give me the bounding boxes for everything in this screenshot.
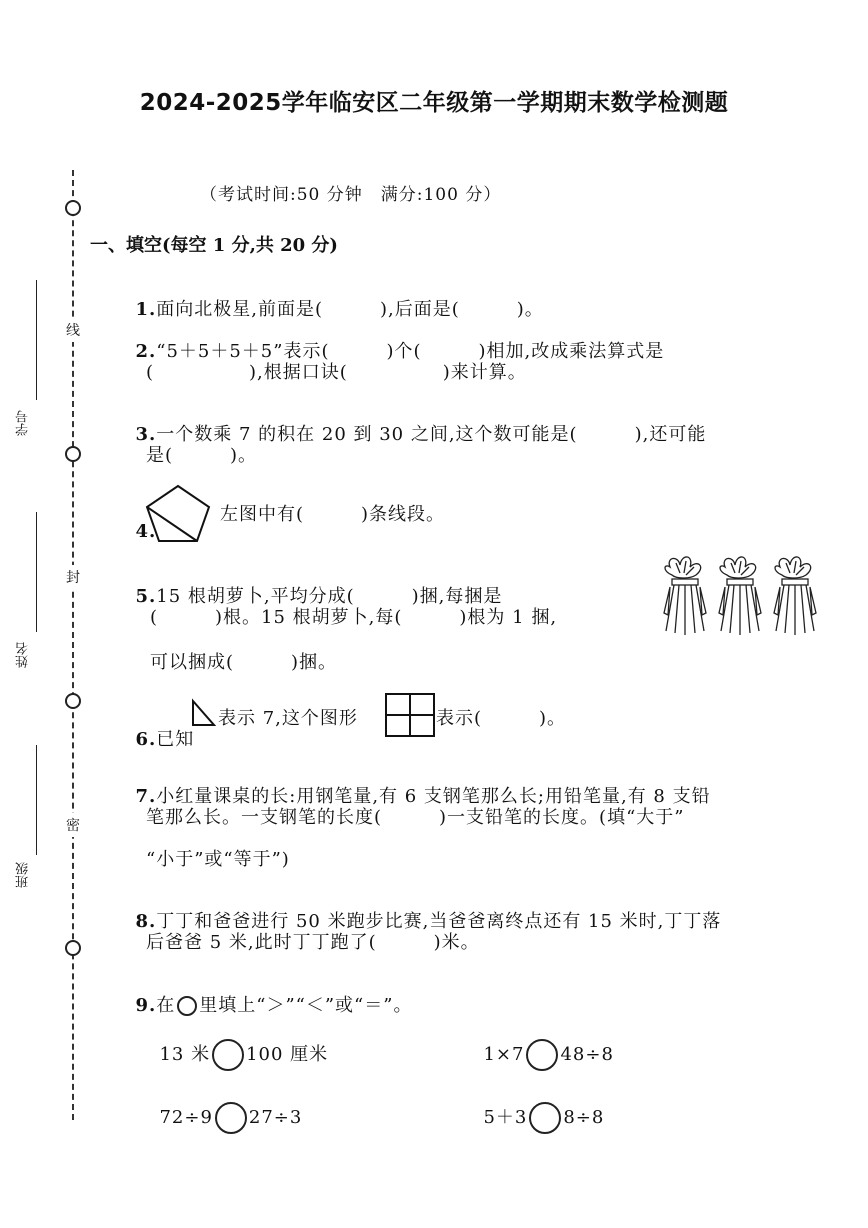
question-text: “5＋5＋5＋5”表示( )个( )相加,改成乘法算式是 xyxy=(156,341,665,362)
class-label: 班级 xyxy=(16,862,31,888)
binding-hole xyxy=(65,940,81,956)
question-number: 4. xyxy=(135,521,157,542)
question-number: 5. xyxy=(135,586,157,607)
question-8 xyxy=(122,886,721,933)
binding-char-secret: 密 xyxy=(66,813,80,837)
question-number: 8. xyxy=(135,911,157,932)
comparison-left: 72÷9 xyxy=(159,1107,213,1128)
question-3-line-2: 是( )。 xyxy=(146,445,258,466)
comparison-right: 8÷8 xyxy=(563,1107,605,1128)
question-text: 小红量课桌的长:用钢笔量,有 6 支钢笔那么长;用铅笔量,有 8 支铅 xyxy=(156,786,711,807)
comparison-answer-circle[interactable] xyxy=(215,1102,247,1134)
comparison-item xyxy=(146,1081,302,1134)
question-text-suffix: 里填上“＞”“＜”或“＝”。 xyxy=(199,995,413,1016)
question-6-text-part-3: 表示( )。 xyxy=(436,708,567,729)
question-7-line-3: “小于”或“等于”) xyxy=(146,849,290,870)
comparison-left: 1×7 xyxy=(483,1044,525,1065)
question-5-line-2: ( )根。15 根胡萝卜,每( )根为 1 捆, xyxy=(150,607,558,628)
comparison-left: 5＋3 xyxy=(483,1107,528,1128)
question-6 xyxy=(122,704,194,751)
binding-dashed-line xyxy=(72,170,74,1120)
square-grid-figure xyxy=(384,692,436,738)
question-text: 丁丁和爸爸进行 50 米跑步比赛,当爸爸离终点还有 15 米时,丁丁落 xyxy=(156,911,722,932)
comparison-item xyxy=(470,1018,614,1071)
question-1 xyxy=(122,274,544,321)
exam-title: 2024-2025学年临安区二年级第一学期期末数学检测题 xyxy=(139,90,729,116)
student-number-label: 学号 xyxy=(16,410,31,436)
comparison-answer-circle[interactable] xyxy=(212,1039,244,1071)
question-8-line-2: 后爸爸 5 米,此时丁丁跑了( )米。 xyxy=(146,932,480,953)
question-2 xyxy=(122,316,664,363)
question-number: 3. xyxy=(135,424,157,445)
carrot-bundles-image xyxy=(660,553,822,637)
student-number-field[interactable] xyxy=(36,280,37,400)
question-6-text-part-2: 表示 7,这个图形 xyxy=(218,708,358,729)
binding-char-line: 线 xyxy=(66,318,80,342)
student-name-label: 姓名 xyxy=(16,642,31,668)
question-number: 9. xyxy=(135,995,157,1016)
question-text: 15 根胡萝卜,平均分成( )捆,每捆是 xyxy=(156,586,503,607)
pentagon-figure xyxy=(144,483,212,545)
question-number: 7. xyxy=(135,786,157,807)
comparison-right: 27÷3 xyxy=(248,1107,303,1128)
right-triangle-icon xyxy=(190,698,216,728)
comparison-right: 48÷8 xyxy=(560,1044,614,1065)
binding-hole xyxy=(65,693,81,709)
circle-icon xyxy=(177,996,197,1016)
question-text-part-1: 已知 xyxy=(156,729,195,750)
question-text-prefix: 在 xyxy=(156,995,176,1016)
question-number: 1. xyxy=(135,299,157,320)
class-field[interactable] xyxy=(36,745,37,855)
binding-hole xyxy=(65,200,81,216)
binding-char-seal: 封 xyxy=(66,565,80,589)
student-name-field[interactable] xyxy=(36,512,37,632)
question-7 xyxy=(122,761,711,808)
comparison-right: 100 厘米 xyxy=(246,1044,329,1065)
question-5 xyxy=(122,561,502,608)
question-5-line-3: 可以捆成( )捆。 xyxy=(150,652,338,673)
question-9 xyxy=(122,970,412,1017)
comparison-answer-circle[interactable] xyxy=(529,1102,561,1134)
question-number: 6. xyxy=(135,729,157,750)
question-text: 一个数乘 7 的积在 20 到 30 之间,这个数可能是( ),还可能 xyxy=(156,424,707,445)
question-number: 2. xyxy=(135,341,157,362)
binding-hole xyxy=(65,446,81,462)
question-2-line-2: ( ),根据口诀( )来计算。 xyxy=(146,362,527,383)
comparison-item xyxy=(146,1018,328,1071)
question-4-text: 左图中有( )条线段。 xyxy=(220,504,446,525)
exam-info: （考试时间:50 分钟 满分:100 分） xyxy=(200,185,502,205)
question-7-line-2: 笔那么长。一支钢笔的长度( )一支铅笔的长度。(填“大于” xyxy=(146,807,685,828)
comparison-item xyxy=(470,1081,604,1134)
question-text: 面向北极星,前面是( ),后面是( )。 xyxy=(156,299,544,320)
comparison-left: 13 米 xyxy=(159,1044,211,1065)
section-heading: 一、填空(每空 1 分,共 20 分) xyxy=(90,235,338,256)
comparison-answer-circle[interactable] xyxy=(526,1039,558,1071)
question-3 xyxy=(122,399,706,446)
